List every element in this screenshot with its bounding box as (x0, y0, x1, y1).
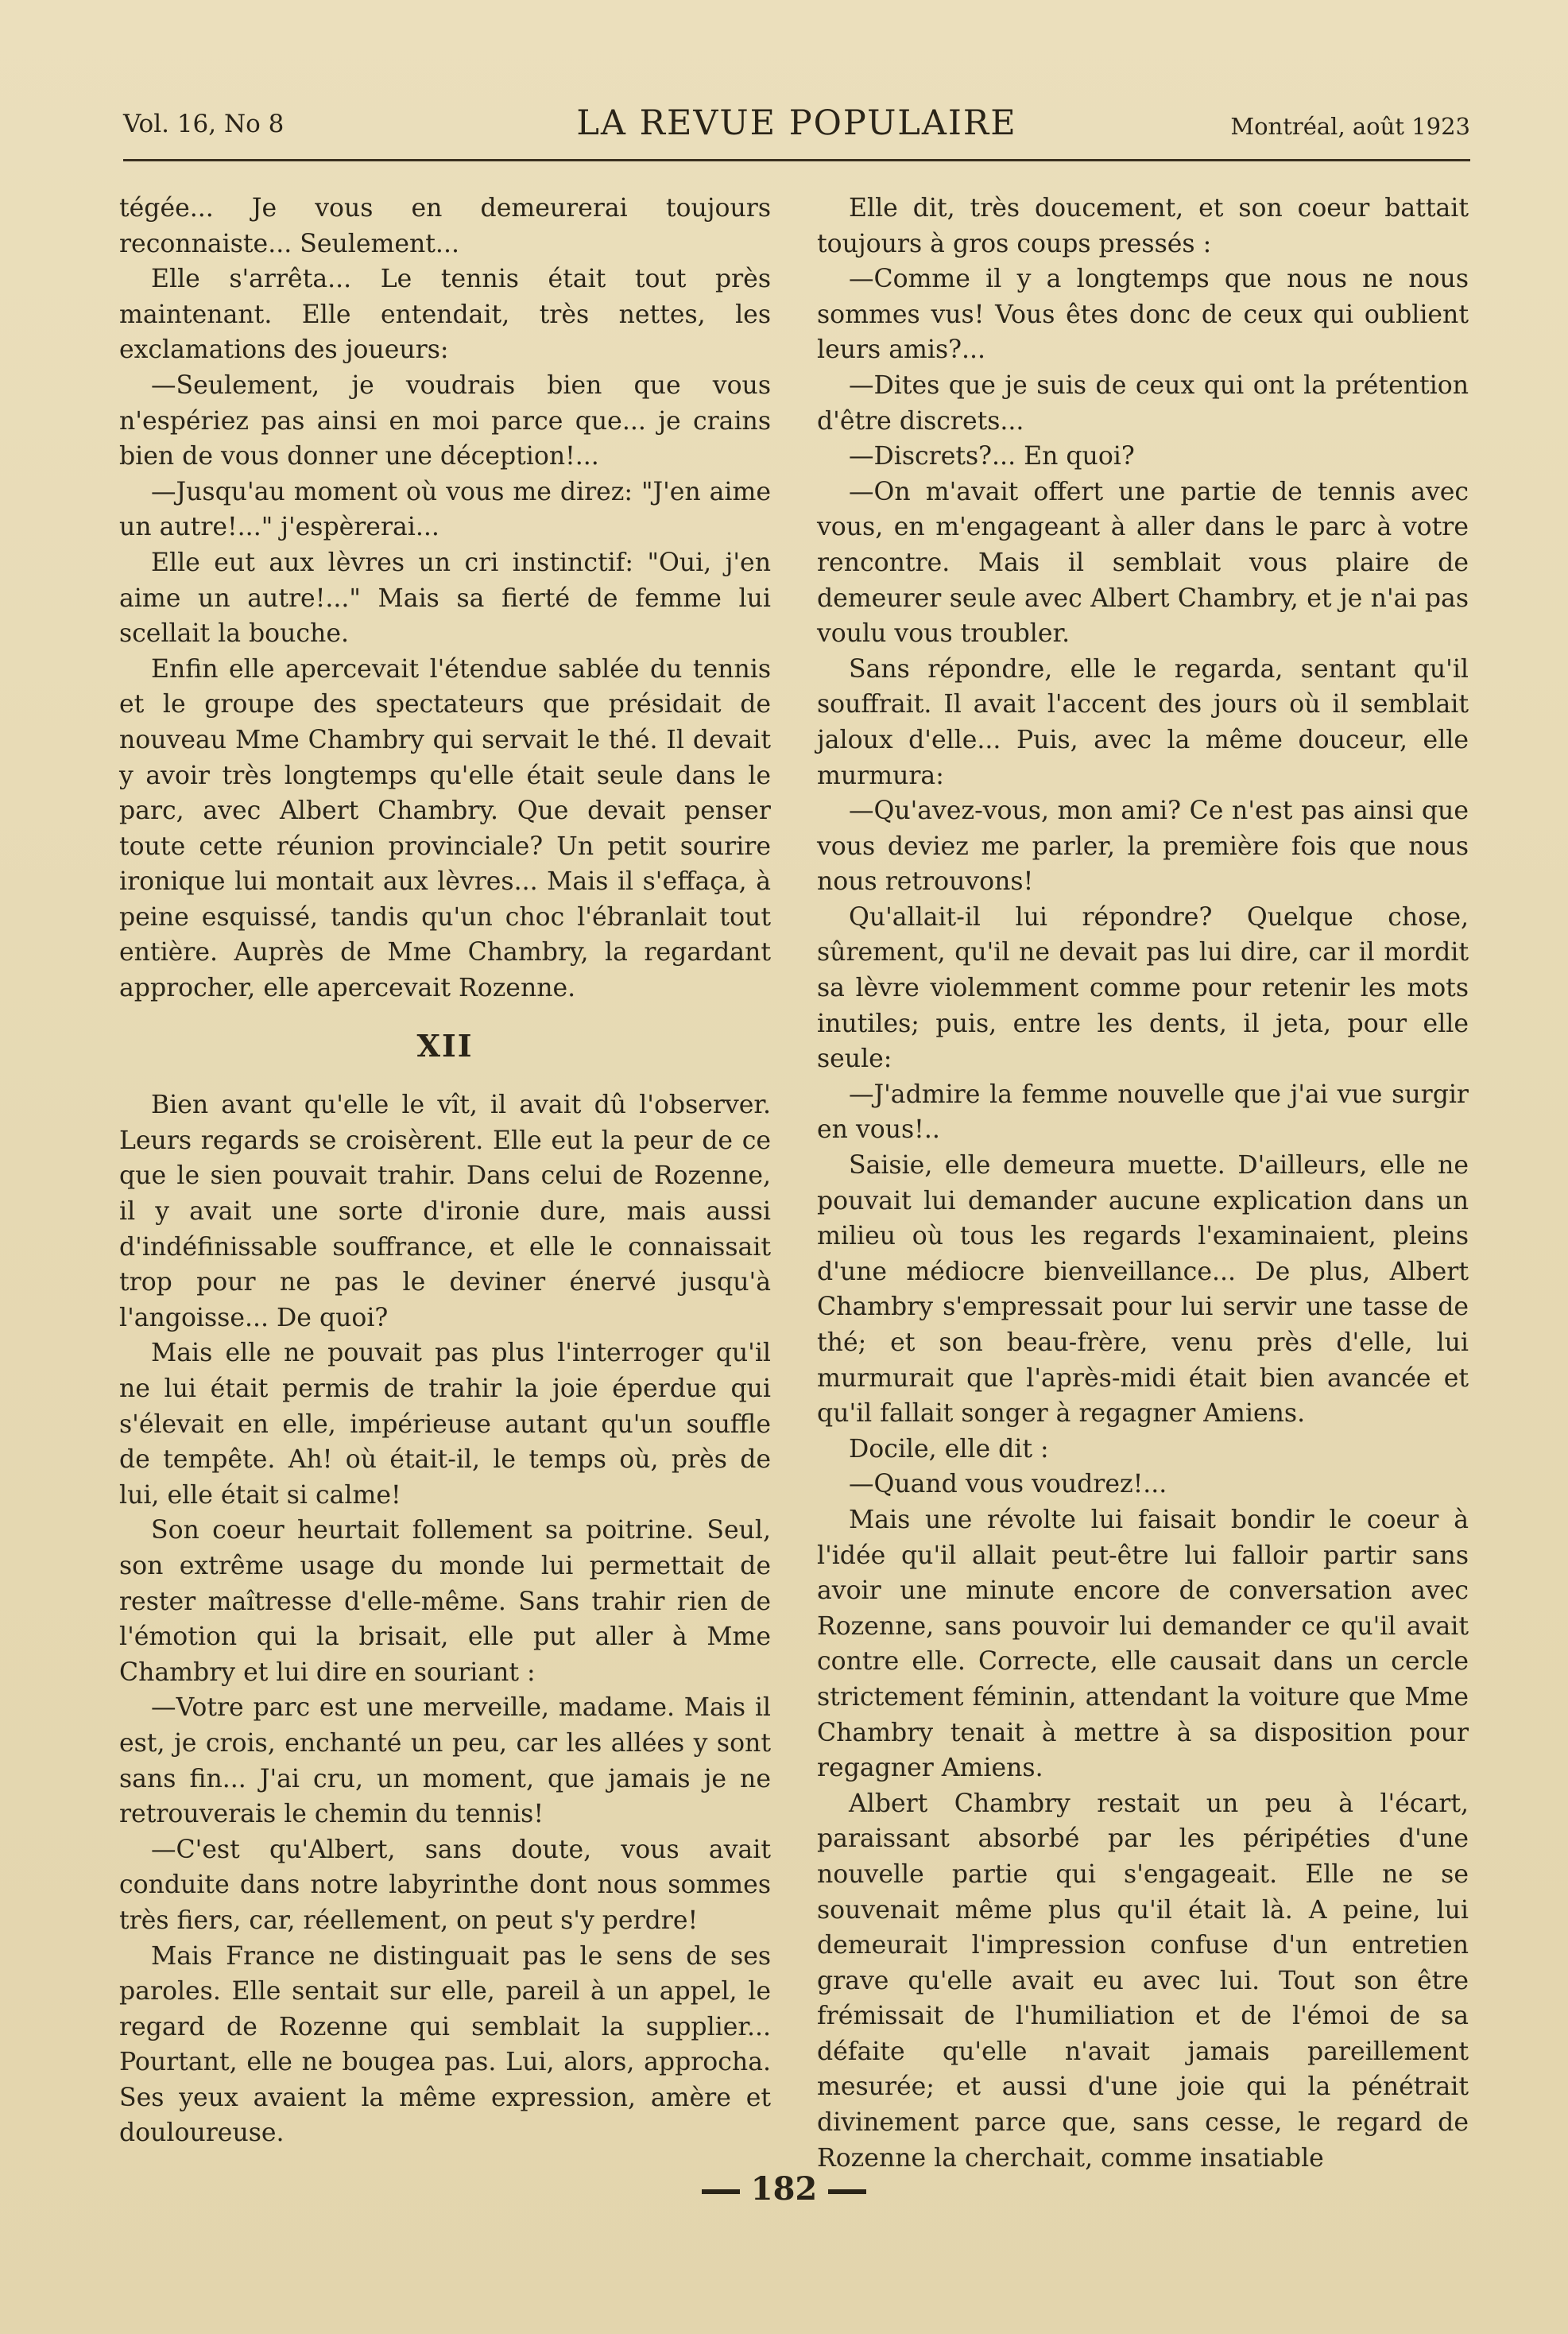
paragraph: Bien avant qu'elle le vît, il avait dû l'observer. Leurs regards se croisèrent. Elle eut la peur de ce que le sien pouvait trahir. Dans celui de Rozenne, il y avait une sorte d'ironie dure, mais aussi d'indéfinissable souffrance, et elle le connaissait trop pour ne pas le deviner énervé jusqu'à l'angoisse... De quoi? (119, 1091, 771, 1332)
page-footer (0, 2170, 1568, 2208)
paragraph: Elle dit, très doucement, et son coeur battait toujours à gros coups pressés : (817, 194, 1469, 258)
paragraph: —Comme il y a longtemps que nous ne nous sommes vus! Vous êtes donc de ceux qui oublient leurs amis?... (817, 265, 1469, 365)
paragraph: Elle eut aux lèvres un cri instinctif: "Oui, j'en aime un autre!..." Mais sa fierté de femme lui scellait la bouche. (119, 548, 771, 649)
paragraph: Saisie, elle demeura muette. D'ailleurs, elle ne pouvait lui demander aucune explication dans un milieu où tous les regards l'examinaient, pleins d'une médiocre bienveillance... De plus, Albert Chambry s'empressait pour lui servir une tasse de thé; et son beau-frère, venu près d'elle, lui murmurait que l'après-midi était bien avancée et qu'il fallait songer à regagner Amiens. (817, 1151, 1469, 1429)
right-paragraphs (817, 191, 1469, 2176)
header-rule (123, 159, 1470, 161)
page-header (123, 103, 1470, 151)
paragraph: Qu'allait-il lui répondre? Quelque chose, sûrement, qu'il ne devait pas lui dire, car il mordit sa lèvre violemment comme pour retenir les mots inutiles; puis, entre les dents, il jeta, pour elle seule: (817, 902, 1469, 1074)
paragraph: —Quand vous voudrez!... (849, 1470, 1167, 1499)
paragraph: Docile, elle dit : (849, 1434, 1049, 1464)
paragraph: —On m'avait offert une partie de tennis avec vous, en m'engageant à aller dans le parc à votre rencontre. Mais il semblait vous plaire de demeurer seule avec Albert Chambry, et je n'ai pas voulu vous troubler. (817, 477, 1469, 649)
paragraph: Elle s'arrêta... Le tennis était tout près maintenant. Elle entendait, très nettes, les exclamations des joueurs: (119, 265, 771, 365)
left-paragraphs-after (119, 1088, 771, 2151)
paragraph: Sans répondre, elle le regarda, sentant qu'il souffrait. Il avait l'accent des jours où il semblait jaloux d'elle... Puis, avec la même douceur, elle murmura: (817, 654, 1469, 790)
paragraph: Enfin elle apercevait l'étendue sablée du tennis et le groupe des spectateurs que présidait de nouveau Mme Chambry qui servait le thé. Il devait y avoir très longtemps qu'elle était seule dans le parc, avec Albert Chambry. Que devait penser toute cette réunion provinciale? Un petit sourire ironique lui montait aux lèvres... Mais il s'effaça, à peine esquissé, tandis qu'un choc l'ébranlait tout entière. Auprès de Mme Chambry, la regardant approcher, elle apercevait Rozenne. (119, 654, 771, 1003)
paragraph: —J'admire la femme nouvelle que j'ai vue surgir en vous!.. (817, 1080, 1469, 1145)
paragraph: Albert Chambry restait un peu à l'écart, paraissant absorbé par les péripéties d'une nouvelle partie qui s'engageait. Elle ne se souvenait même plus qu'il était là. A peine, lui demeurait l'impression confuse d'un entretien grave qu'elle avait eu avec lui. Tout son être frémissait de l'humiliation et de l'émoi de sa défaite qu'elle n'avait jamais pareillement mesurée; et aussi d'une joie qui la pénétrait divinement parce que, sans cesse, le regard de Rozenne la cherchait, comme insatiable (817, 1789, 1469, 2173)
paragraph: —Jusqu'au moment où vous me direz: "J'en aime un autre!..." j'espèrerai... (119, 477, 771, 542)
left-column (119, 191, 771, 2151)
paragraph: —Seulement, je voudrais bien que vous n'espériez pas ainsi en moi parce que... je crains bien de vous donner une déception!... (119, 370, 771, 471)
page-number: 182 (750, 2170, 818, 2208)
paragraph: Mais elle ne pouvait pas plus l'interroger qu'il ne lui était permis de trahir la joie éperdue qui s'élevait en elle, impérieuse autant qu'un souffle de tempête. Ah! où était-il, le temps où, près de lui, elle était si calme! (119, 1339, 771, 1510)
paragraph: —Dites que je suis de ceux qui ont la prétention d'être discrets... (817, 370, 1469, 436)
issue-date: Montréal, août 1923 (1230, 113, 1470, 140)
journal-title: LA REVUE POPULAIRE (576, 103, 1017, 143)
volume-number: Vol. 16, No 8 (123, 110, 285, 138)
footer-dash-right (828, 2189, 866, 2194)
chapter-heading: XII (416, 1027, 474, 1064)
paragraph: —Discrets?... En quoi? (849, 442, 1135, 471)
paragraph: Son coeur heurtait follement sa poitrine. Seul, son extrême usage du monde lui permettait de rester maîtresse d'elle-même. Sans trahir rien de l'émotion qui la brisait, elle put aller à Mme Chambry et lui dire en souriant : (119, 1516, 771, 1687)
footer-dash-left (702, 2189, 740, 2194)
paragraph: —C'est qu'Albert, sans doute, vous avait conduite dans notre labyrinthe dont nous sommes très fiers, car, réellement, on peut s'y perdre! (119, 1835, 771, 1935)
paragraph: —Votre parc est une merveille, madame. Mais il est, je crois, enchanté un peu, car les allées y sont sans fin... J'ai cru, un moment, que jamais je ne retrouverais le chemin du tennis! (119, 1693, 771, 1829)
right-column (817, 191, 1469, 2176)
left-paragraphs-before (119, 191, 771, 1006)
paragraph: tégée... Je vous en demeurerai toujours reconnaiste... Seulement... (119, 194, 771, 258)
paragraph: Mais France ne distinguait pas le sens de ses paroles. Elle sentait sur elle, pareil à un appel, le regard de Rozenne qui semblait la supplier... Pourtant, elle ne bougea pas. Lui, alors, approcha. Ses yeux avaient la même expression, amère et douloureuse. (119, 1941, 771, 2148)
paragraph: —Qu'avez-vous, mon ami? Ce n'est pas ainsi que vous deviez me parler, la première fois que nous nous retrouvons! (817, 797, 1469, 897)
paragraph: Mais une révolte lui faisait bondir le coeur à l'idée qu'il allait peut-être lui falloir partir sans avoir une minute encore de conversation avec Rozenne, sans pouvoir lui demander ce qu'il avait contre elle. Correcte, elle causait dans un cercle strictement féminin, attendant la voiture que Mme Chambry tenait à mettre à sa disposition pour regagner Amiens. (817, 1505, 1469, 1783)
